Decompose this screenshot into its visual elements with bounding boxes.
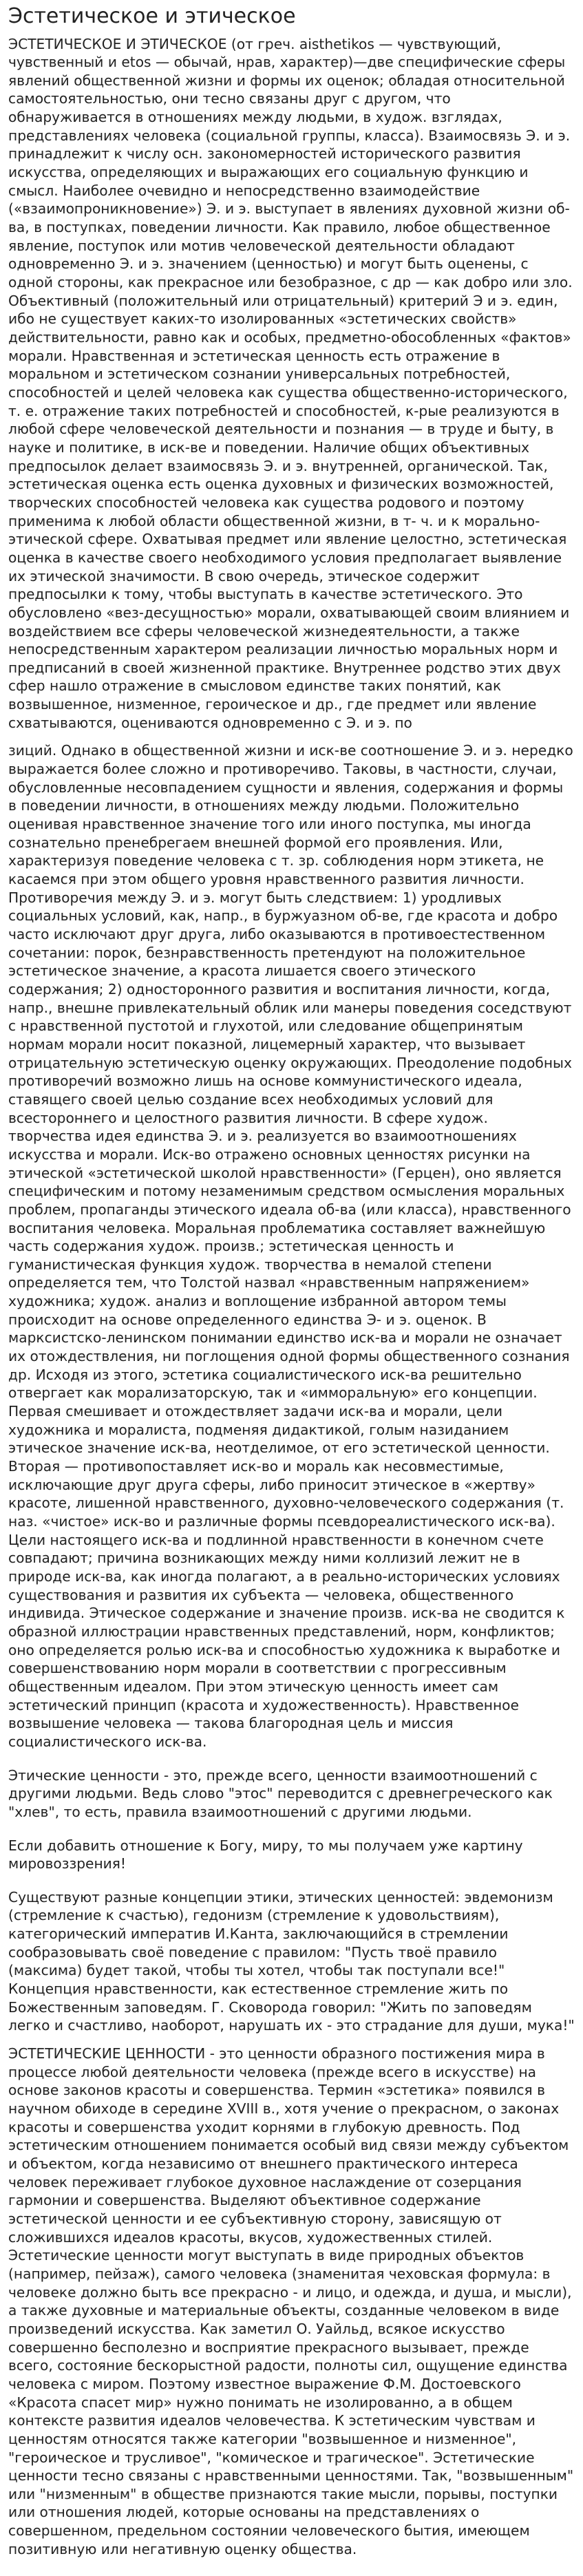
paragraph-definition: ЭСТЕТИЧЕСКОЕ И ЭТИЧЕСКОЕ (от греч. aisthetikos — чувствующий, чувственный и etos — обычай, нрав, характер)—две специфические сферы явлений общественной жизни и формы их оценок; обладая относительной самостоятельностью, они тесно связаны друг с другом, что обнаруживается в отношениях между людьми, в худож. взглядах, представлениях человека (социальной группы, класса). Взаимосвязь Э. и э. принадлежит к числу осн. закономерностей исторического развития искусства, определяющих и выражающих его социальную функцию и смысл. Наиболее очевидно и непосредственно взаимодействие («взаимопроникновение») Э. и э. выступает в явлениях духовной жизни об-ва, в поступках, поведении личности. Как правило, любое общественное явление, поступок или мотив человеческой деятельности обладают одновременно Э. и э. значением (ценностью) и могут быть оценены, с одной стороны, как прекрасное или безобразное, с др — как добро или зло. Объективный (положительный или отрицательный) критерий Э и э. един, ибо не существует каких-то изолированных «эстетических свойств» действительности, равно как и особых, предметно-обособленных «фактов» морали. Нравственная и эстетическая ценность есть отражение в моральном и эстетическом сознании универсальных потребностей, способностей и целей человека как существа общественно-исторического, т. е. отражение таких потребностей и способностей, к-рые реализуются в любой сфере человеческой деятельности и познания — в труде и быту, в науке и политике, в иск-ве и поведении. Наличие общих объективных предпосылок делает взаимосвязь Э. и э. внутренней, органической. Так, эстетическая оценка есть оценка духовных и физических возможностей, творческих способностей человека как существа родового и поэтому применима к любой области общественной жизни, в т- ч. и к морально-этической сфере. Охватывая предмет или явление целостно, эстетическая оценка в качестве своего необходимого условия предполагает выявление их этической значимости. В свою очередь, этическое содержит предпосылки к тому, чтобы выступать в качестве эстетического. Это обусловлено «вез-десущностью» морали, охватывающей своим влиянием и воздействием все сферы человеческой жизнедеятельности, а также непосредственным характером реализации личностью моральных норм и предписаний в своей жизненной практике. Внутреннее родство этих двух сфер нашло отражение в смысловом единстве таких понятий, как возвышенное, низменное, героическое и др., где предмет или явление схватываются, оцениваются одновременно с Э. и э. по xyxy=(8,35,573,731)
paragraph-ethical-values: Этические ценности - это, прежде всего, ценности взаимоотношений с другими людьми. Ведь слово "этос" переводится с древнегреческого как "хлев", то есть, правила взаимоотношений с другими людьми. xyxy=(8,1766,553,1820)
paragraph-contradictions: зиций. Однако в общественной жизни и иск-ве соотношение Э. и э. нередко выражается более сложно и противоречиво. Таковы, в частности, случаи, обусловленные несовпадением сущности и явления, содержания и формы в поведении личности, в отношениях между людьми. Положительно оценивая нравственное значение того или иного поступка, мы иногда сознательно пренебрегаем внешней формой его проявления. Или, характеризуя поведение человека с т. зр. соблюдения норм этикета, не касаемся при этом общего уровня нравственного развития личности. Противоречия между Э. и э. могут быть следствием: 1) уродливых социальных условий, как, напр., в буржуазном об-ве, где красота и добро часто исключают друг друга, либо оказываются в противоестественном сочетании: порок, безнравственность претендуют на положительное эстетическое значение, а красота лишается своего этического содержания; 2) односторонного развития и воспитания личности, когда, напр., внешне привлекательный облик или манеры поведения соседствуют с нравственной пустотой и глухотой, или следование общепринятым нормам морали носит показной, лицемерный характер, что вызывает отрицательную эстетическую оценку окружающих. Преодоление подобных противоречий возможно лишь на основе коммунистического идеала, ставящего своей целью создание всех необходимых условий для всестороннего и целостного развития личности. В сфере худож. творчества идея единства Э. и э. реализуется во взаимоотношениях искусства и морали. Иск-во отражено основных ценностях рисунки на этической «эстетической школой нравственности» (Герцен), оно является специфическим и потому незаменимым средством осмысления моральных проблем, пропаганды этического идеала об-ва (или класса), нравственного воспитания человека. Моральная проблематика составляет важнейшую часть содержания худож. произв.; эстетическая ценность и гуманистическая функция худож. творчества в немалой степени определяется тем, что Толстой назвал «нравственным напряжением» художника; худож. анализ и воплощение избранной автором темы происходит на основе определенного единства Э- и э. оценок. В марксистско-ленинском понимании единство иск-ва и морали не означает их отождествления, ни поглощения одной формы общественного сознания др. Исходя из этого, эстетика социалистического иск-ва решительно отвергает как морализаторскую, так и «имморальную» его концепции. Первая смешивает и отождествляет задачи иск-ва и морали, цели художника и моралиста, подменяя дидактикой, голым назиданием этическое значение иск-ва, неотделимое, от его эстетической ценности. Вторая — противопоставляет иск-во и мораль как несовместимые, исключающие друг друга сферы, либо приносит этическое в «жертву» красоте, лишенной нравственного, духовно-человеческого содержания (т. наз. «чистое» иск-во и различные формы псевдореалистического иск-ва). Цели настоящего иск-ва и подлинной нравственности в конечном счете совпадают; причина возникающих между ними коллизий лежит не в природе иск-ва, как иногда полагают, а в реально-исторических условиях существования и развития их субъекта — человека, общественного индивида. Этическое содержание и значение произв. иск-ва не сводится к образной иллюстрации нравственных представлений, норм, конфликтов; оно определяется ролью иск-ва и способностью художника к выработке и совершенствованию норм морали в соответствии с прогрессивным общественным идеалом. При этом этическую ценность имеет сам эстетический принцип (красота и художественность). Нравственное возвышение человека — такова благородная цель и миссия социалистического иск-ва. xyxy=(8,742,573,1750)
paragraph-ethics-concepts: Существуют разные концепции этики, этических ценностей: эвдемонизм (стремление к счастью), гедонизм (стремление к удовольствиям), категорический императив И.Канта, заключающийся в стремлении сообразовывать своё поведение с правилом: "Пусть твоё правило (максима) будет такой, чтобы ты хотел, чтобы так поступали все!" Концепция нравственности, как естественное стремление жить по Божественным заповедям. Г. Сковорода говорил: "Жить по заповедям легко и счастливо, наоборот, нарушать их - это страдание для души, мука!" xyxy=(8,1888,575,2034)
paragraph-aesthetic-values: ЭСТЕТИЧЕСКИЕ ЦЕННОСТИ - это ценности образного постижения мира в процессе любой деятельности человека (прежде всего в искусстве) на основе законов красоты и совершенства. Термин «эстетика» появился в научном обиходе в середине XVIII в., хотя учение о прекрасном, о законах красоты и совершенства уходит корнями в глубокую древность. Под эстетическим отношением понимается особый вид связи между субъектом и объектом, когда независимо от внешнего практического интереса человек переживает глубокое духовное наслаждение от созерцания гармонии и совершенства. Выделяют объективное содержание эстетической ценности и ее субъективную сторону, зависящую от сложившихся идеалов красоты, вкусов, художественных стилей. Эстетические ценности могут выступать в виде природных объектов (например, пейзаж), самого человека (знаменитая чеховская формула: в человеке должно быть все прекрасно - и лицо, и одежда, и душа, и мысли), а также духовные и материальные объекты, созданные человеком в виде произведений искусства. Как заметил О. Уайльд, всякое искусство совершенно бесполезно и восприятие прекрасного вызывает, прежде всего, состояние бескорыстной радости, полноты сил, ощущение единства человека с миром. Поэтому известное выражение Ф.М. Достоевского «Красота спасет мир» нужно понимать не изолированно, а в общем контексте развития идеалов человечества. К эстетическим чувствам и ценностям относятся также категории "возвышенное и низменное", "героическое и трусливое", "комическое и трагическое". Эстетические ценности тесно связаны с нравственными ценностями. Так, "возвышенным" или "низменным" в обществе признаются такие мысли, порывы, поступки или отношения людей, которые основаны на представлениях о совершенном, предельном состоянии человеческого бытия, имеющем позитивную или негативную оценку общества. xyxy=(8,2045,574,2557)
page-title: Эстетическое и этическое xyxy=(8,4,296,28)
paragraph-worldview: Если добавить отношение к Богу, миру, то мы получаем уже картину мировоззрения! xyxy=(8,1837,523,1872)
